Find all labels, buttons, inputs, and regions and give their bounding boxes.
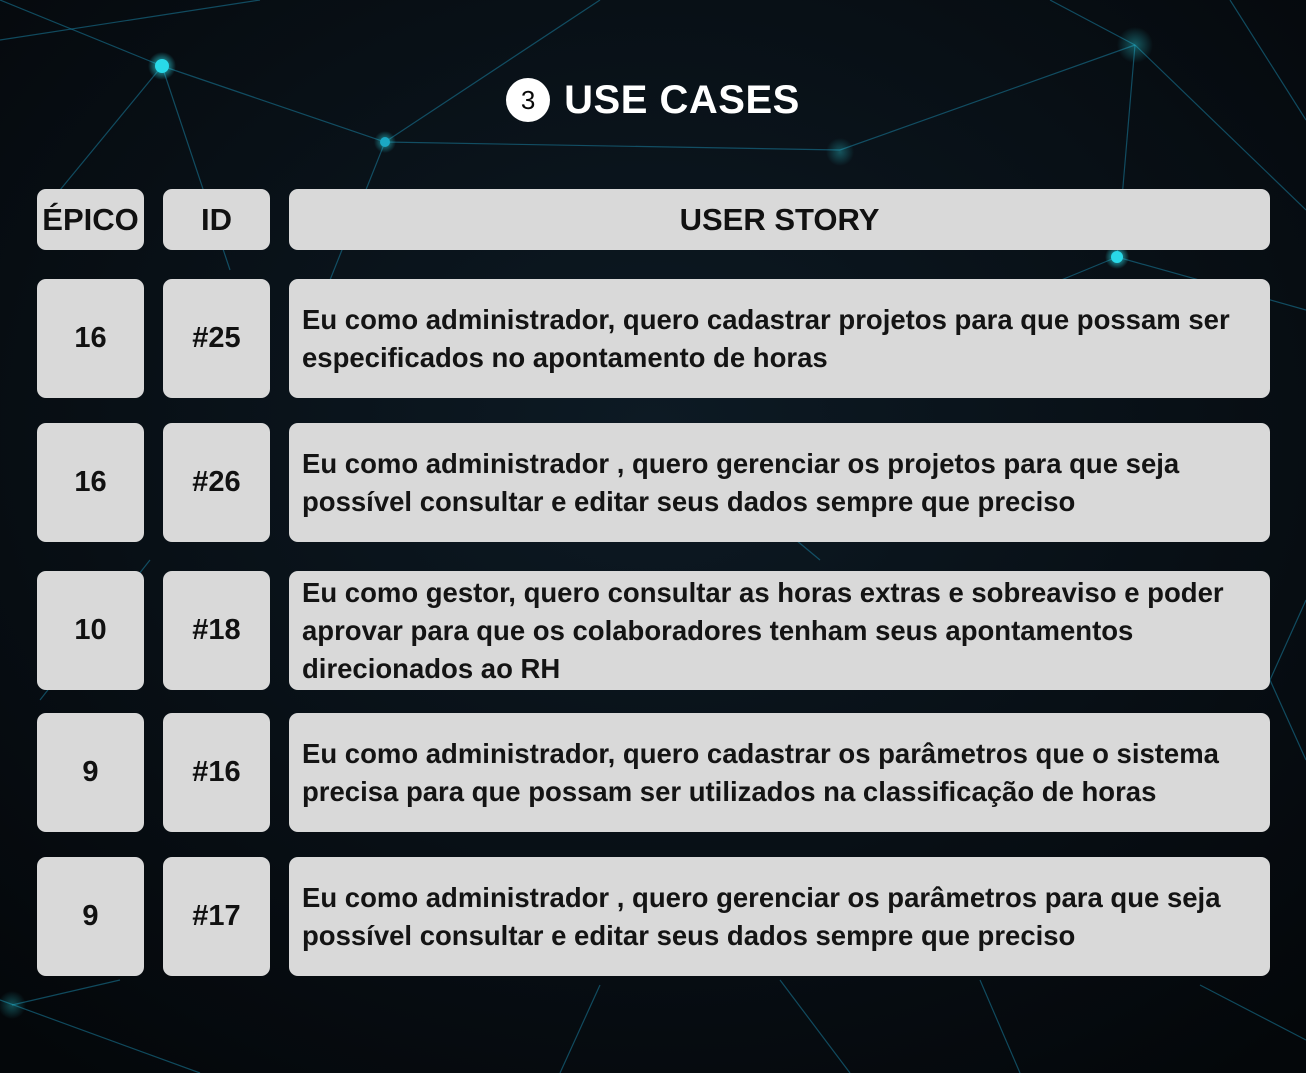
row-id-cell: #26 xyxy=(163,423,270,542)
row-story-cell: Eu como administrador , quero gerenciar os projetos para que seja possível consultar e editar seus dados sempre que preciso xyxy=(289,423,1270,542)
header-user-story: USER STORY xyxy=(289,189,1270,250)
row-epic-cell: 9 xyxy=(37,857,144,976)
row-id-cell: #16 xyxy=(163,713,270,832)
section-title xyxy=(0,74,1306,126)
row-story-cell: Eu como administrador , quero gerenciar os parâmetros para que seja possível consultar e editar seus dados sempre que preciso xyxy=(289,857,1270,976)
row-id-cell: #25 xyxy=(163,279,270,398)
header-epic: ÉPICO xyxy=(37,189,144,250)
row-epic-cell: 16 xyxy=(37,279,144,398)
row-epic-cell: 16 xyxy=(37,423,144,542)
step-number-badge: 3 xyxy=(506,78,550,122)
row-story-cell: Eu como gestor, quero consultar as horas extras e sobreaviso e poder aprovar para que os colaboradores tenham seus apontamentos direcionados ao RH xyxy=(289,571,1270,690)
page-title: USE CASES xyxy=(564,77,800,122)
row-story-cell: Eu como administrador, quero cadastrar projetos para que possam ser especificados no apontamento de horas xyxy=(289,279,1270,398)
row-story-cell: Eu como administrador, quero cadastrar os parâmetros que o sistema precisa para que possam ser utilizados na classificação de horas xyxy=(289,713,1270,832)
row-id-cell: #18 xyxy=(163,571,270,690)
header-id: ID xyxy=(163,189,270,250)
row-epic-cell: 10 xyxy=(37,571,144,690)
row-epic-cell: 9 xyxy=(37,713,144,832)
row-id-cell: #17 xyxy=(163,857,270,976)
